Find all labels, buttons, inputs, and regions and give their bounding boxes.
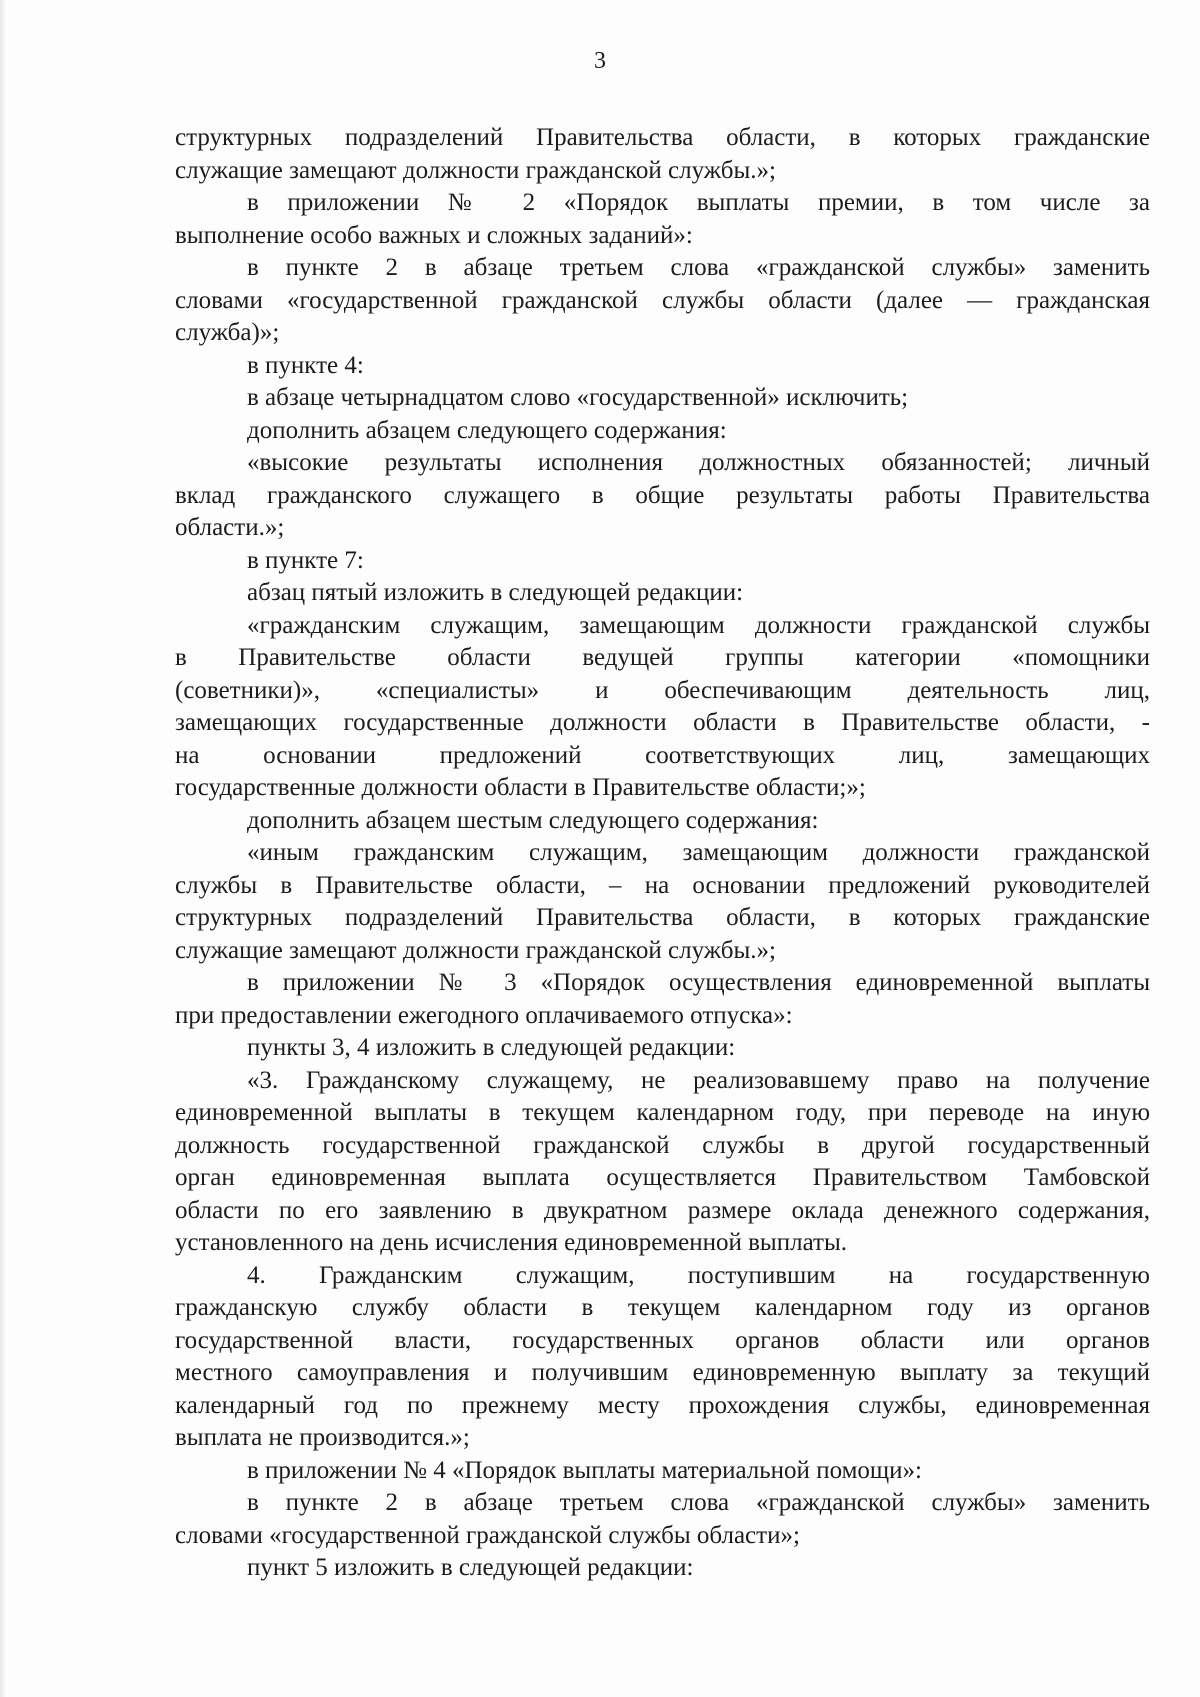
text-line: службы в Правительстве области, – на основании предложений руководителей bbox=[175, 871, 1150, 899]
text-line: «3. Гражданскому служащему, не реализовавшему право на получение bbox=[247, 1066, 1150, 1094]
text-line: 4. Гражданским служащим, поступившим на государственную bbox=[247, 1261, 1150, 1289]
text-line: вклад гражданского служащего в общие результаты работы Правительства bbox=[175, 481, 1150, 509]
text-line: на основании предложений соответствующих лиц, замещающих bbox=[175, 741, 1150, 769]
text-line: «иным гражданским служащим, замещающим должности гражданской bbox=[247, 839, 1150, 866]
text-line: в приложении № 4 «Порядок выплаты материальной помощи»: bbox=[247, 1456, 922, 1484]
text-line: пункты 3, 4 изложить в следующей редакции: bbox=[247, 1034, 736, 1061]
text-line: в пункте 7: bbox=[247, 546, 364, 574]
text-line: должность государственной гражданской службы в другой государственный bbox=[175, 1131, 1150, 1159]
text-line: пункт 5 изложить в следующей редакции: bbox=[247, 1554, 694, 1581]
text-line: «высокие результаты исполнения должностных обязанностей; личный bbox=[247, 449, 1150, 476]
document-body bbox=[175, 122, 1150, 1585]
text-line: в приложении № 2 «Порядок выплаты премии, в том числе за bbox=[247, 189, 1150, 216]
text-line: выполнение особо важных и сложных заданий»: bbox=[175, 221, 693, 249]
text-line: замещающих государственные должности области в Правительстве области, - bbox=[175, 709, 1150, 736]
text-line: в пункте 2 в абзаце третьем слова «гражданской службы» заменить bbox=[247, 1489, 1150, 1516]
text-line: в пункте 2 в абзаце третьем слова «гражданской службы» заменить bbox=[247, 254, 1150, 281]
text-line: словами «государственной гражданской службы области»; bbox=[175, 1521, 800, 1549]
scan-edge-shadow bbox=[0, 0, 6, 1697]
text-line: (советники)», «специалисты» и обеспечивающим деятельность лиц, bbox=[175, 676, 1150, 704]
text-line: орган единовременная выплата осуществляется Правительством Тамбовской bbox=[175, 1164, 1150, 1191]
text-line: дополнить абзацем следующего содержания: bbox=[247, 416, 727, 444]
text-line: служащие замещают должности гражданской службы.»; bbox=[175, 936, 776, 964]
text-line: местного самоуправления и получившим единовременную выплату за текущий bbox=[175, 1359, 1150, 1386]
text-line: единовременной выплаты в текущем календарном году, при переводе на иную bbox=[175, 1099, 1150, 1126]
text-line: служащие замещают должности гражданской службы.»; bbox=[175, 156, 776, 184]
text-line: «гражданским служащим, замещающим должности гражданской службы bbox=[247, 611, 1150, 639]
text-line: в Правительстве области ведущей группы категории «помощники bbox=[175, 644, 1150, 671]
text-line: области.»; bbox=[175, 514, 285, 541]
text-line: в абзаце четырнадцатом слово «государственной» исключить; bbox=[247, 384, 909, 411]
text-line: абзац пятый изложить в следующей редакции: bbox=[247, 579, 744, 606]
text-line: служба)»; bbox=[175, 319, 280, 346]
text-line: установленного на день исчисления единовременной выплаты. bbox=[175, 1229, 847, 1256]
text-line: календарный год по прежнему месту прохождения службы, единовременная bbox=[175, 1391, 1150, 1419]
text-line: государственные должности области в Правительстве области;»; bbox=[175, 774, 866, 801]
text-line: выплата не производится.»; bbox=[175, 1424, 470, 1451]
text-line: государственной власти, государственных органов области или органов bbox=[175, 1326, 1150, 1354]
page-number: 3 bbox=[594, 48, 606, 74]
text-line: при предоставлении ежегодного оплачиваемого отпуска»: bbox=[175, 1001, 793, 1029]
text-line: области по его заявлению в двукратном размере оклада денежного содержания, bbox=[175, 1196, 1150, 1224]
text-line: гражданскую службу области в текущем календарном году из органов bbox=[175, 1294, 1150, 1321]
text-line: в пункте 4: bbox=[247, 351, 364, 379]
text-line: структурных подразделений Правительства области, в которых гражданские bbox=[175, 124, 1150, 151]
text-line: дополнить абзацем шестым следующего содержания: bbox=[247, 806, 819, 834]
text-line: в приложении № 3 «Порядок осуществления единовременной выплаты bbox=[247, 969, 1150, 996]
text-line: структурных подразделений Правительства области, в которых гражданские bbox=[175, 904, 1150, 931]
text-line: словами «государственной гражданской службы области (далее — гражданская bbox=[175, 286, 1150, 314]
